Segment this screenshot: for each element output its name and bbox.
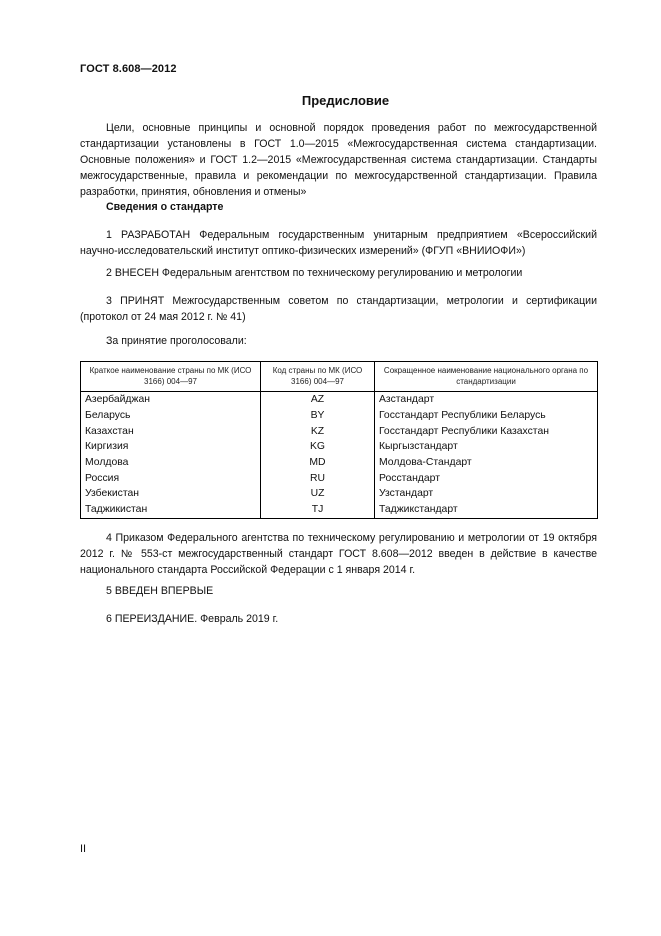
country-code: UZ	[261, 486, 375, 502]
national-body: Молдова-Стандарт	[375, 455, 598, 471]
item-first-introduced: 5 ВВЕДЕН ВПЕРВЫЕ	[106, 585, 214, 597]
country-code: RU	[261, 470, 375, 486]
country-name: Казахстан	[81, 423, 261, 439]
country-name: Азербайджан	[81, 392, 261, 408]
table-row	[81, 439, 598, 455]
page-title: Предисловие	[301, 93, 390, 108]
country-code: KG	[261, 439, 375, 455]
table-row	[81, 455, 598, 471]
national-body: Азстандарт	[375, 392, 598, 408]
item-submitted: 2 ВНЕСЕН Федеральным агентством по техническому регулированию и метрологии	[106, 267, 523, 279]
national-body: Кыргызстандарт	[375, 439, 598, 455]
item-adopted: 3 ПРИНЯТ Межгосударственным советом по стандартизации, метрологии и сертификации (протокол от 24 мая 2012 г. № 41)	[80, 295, 597, 323]
national-body: Росстандарт	[375, 470, 598, 486]
national-body: Госстандарт Республики Казахстан	[375, 423, 598, 439]
table-row	[81, 392, 598, 408]
national-body: Узстандарт	[375, 486, 598, 502]
national-body: Госстандарт Республики Беларусь	[375, 408, 598, 424]
country-name: Таджикистан	[81, 502, 261, 518]
voted-label: За принятие проголосовали:	[106, 335, 247, 347]
country-code: BY	[261, 408, 375, 424]
country-code: KZ	[261, 423, 375, 439]
country-name: Молдова	[81, 455, 261, 471]
table-row	[81, 470, 598, 486]
voting-table	[80, 361, 598, 519]
table-row	[81, 423, 598, 439]
header-national-body: Сокращенное наименование национального органа по стандартизации	[375, 362, 598, 392]
country-name: Узбекистан	[81, 486, 261, 502]
table-row	[81, 408, 598, 424]
page-number: II	[80, 843, 87, 855]
document-code: ГОСТ 8.608—2012	[80, 63, 177, 75]
table-row	[81, 502, 598, 518]
national-body: Таджикстандарт	[375, 502, 598, 518]
intro-paragraph: Цели, основные принципы и основной порядок проведения работ по межгосударственной стандартизации установлены в ГОСТ 1.0—2015 «Межгосударственная система стандартизации. Основные положения» и ГОСТ 1.2—2015 «Межгосударственная система стандартизации. Стандарты межгосударственные, правила и рекомендации по межгосударственной стандартизации. Правила разработки, принятия, обновления и отмены»	[80, 122, 597, 198]
item-developed: 1 РАЗРАБОТАН Федеральным государственным унитарным предприятием «Всероссийский научно-исследовательский институт оптико-физических измерений» (ФГУП «ВНИИОФИ»)	[80, 229, 597, 257]
country-name: Киргизия	[81, 439, 261, 455]
country-name: Беларусь	[81, 408, 261, 424]
country-name: Россия	[81, 470, 261, 486]
item-reissue: 6 ПЕРЕИЗДАНИЕ. Февраль 2019 г.	[106, 613, 279, 625]
section-heading: Сведения о стандарте	[106, 201, 224, 213]
header-country-code: Код страны по МК (ИСО 3166) 004—97	[261, 362, 375, 392]
country-code: TJ	[261, 502, 375, 518]
country-code: AZ	[261, 392, 375, 408]
table-header-row	[81, 362, 598, 392]
header-country-name: Краткое наименование страны по МК (ИСО 3166) 004—97	[81, 362, 261, 392]
table-row	[81, 486, 598, 502]
country-code: MD	[261, 455, 375, 471]
item-enacted: 4 Приказом Федерального агентства по техническому регулированию и метрологии от 19 октября 2012 г. № 553-ст межгосударственный стандарт ГОСТ 8.608—2012 введен в действие в качестве национального стандарта Российской Федерации с 1 января 2014 г.	[80, 532, 597, 576]
